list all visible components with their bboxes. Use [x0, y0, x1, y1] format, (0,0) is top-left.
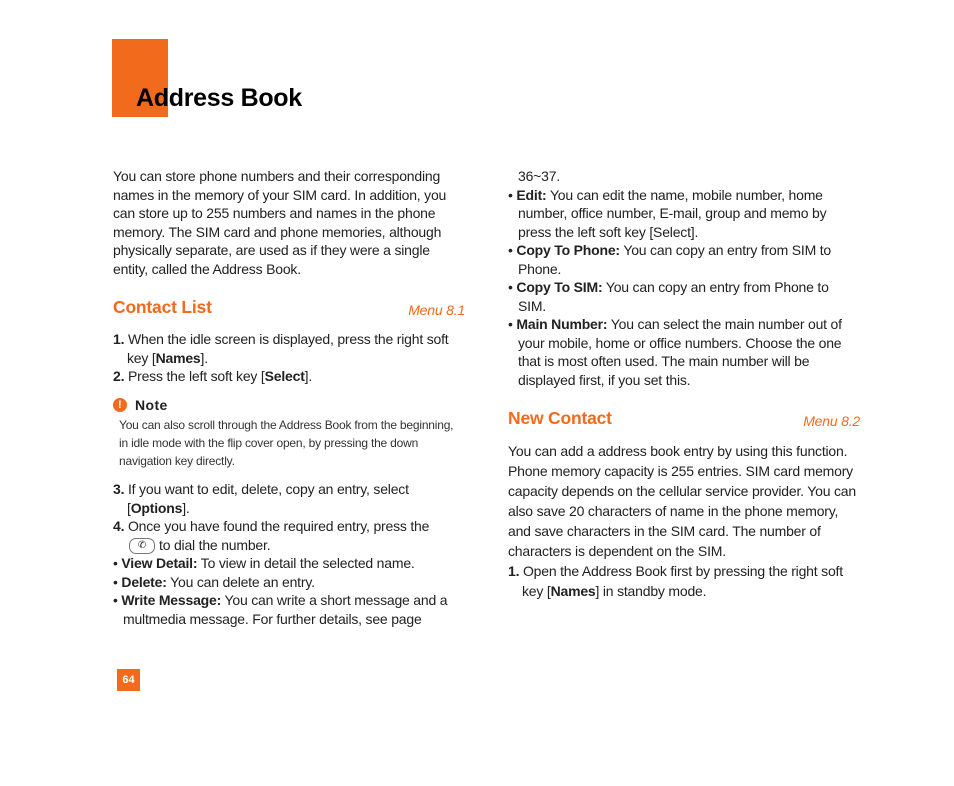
bullet-term: Main Number: [516, 316, 608, 332]
menu-reference: Menu 8.2 [803, 413, 860, 429]
bullet-term: Delete: [121, 573, 167, 590]
step-text: Once you have found the required entry, press the [127, 518, 430, 534]
note-box [113, 396, 465, 471]
step-text: ]. [182, 499, 190, 516]
key-name: Names [550, 583, 596, 599]
send-key-icon: ✆ [129, 538, 155, 554]
step-3 [113, 480, 465, 517]
key-name: Names [155, 349, 201, 366]
intro-paragraph: You can store phone numbers and their corresponding names in the memory of your SIM card. In addition, you can store up to 255 numbers and names in the phone memory. The SIM card and phone memories, although physically separate, are used as if they were a single entity, called the Address Book. [113, 168, 447, 277]
bullet-term: Copy To SIM: [516, 279, 603, 295]
bullet-text: You can copy an entry from Phone to SIM. [518, 279, 829, 314]
note-label: Note [135, 396, 168, 413]
bullet-text: You can write a short message and a multmedia message. For further details, see page [123, 592, 448, 627]
key-name: Options [130, 499, 183, 516]
heading-text: Contact List [113, 297, 212, 317]
step-text: Press the left soft key [ [127, 368, 265, 384]
step-text: When the idle screen is displayed, press the right soft key [ [127, 331, 449, 366]
bullet-text: You can select the main number out of your mobile, home or office numbers. Choose the one that is most often used. The main number will be displayed first, if you set this. [518, 316, 842, 388]
bullet-edit: • Edit: You can edit the name, mobile number, home number, office number, E-mail, group and memo by press the left soft key [Select]. [508, 186, 827, 240]
step-text: ]. [304, 368, 313, 384]
step-text: ] in standby mode. [595, 583, 707, 599]
new-contact-intro: You can add a address book entry by using this function. Phone memory capacity is 255 entries. SIM card memory capacity depends on the cellular service provider. You can also save 20 characters of name in the phone memory, and save characters in the SIM card. The number of characters is dependent on the SIM. [508, 443, 856, 559]
section-heading-new-contact [508, 409, 860, 433]
bullet-text: You can copy an entry from SIM to Phone. [518, 242, 832, 277]
bullet-term: View Detail: [121, 555, 198, 571]
page-title: Address Book [136, 84, 302, 112]
note-text: You can also scroll through the Address Book from the beginning, in idle mode with the flip cover open, by pressing the down navigation key directly. [119, 418, 454, 468]
bullet-delete: • Delete: You can delete an entry. [113, 573, 315, 590]
step-number: 3. [113, 481, 125, 497]
step-text: Open the Address Book first by pressing the right soft key [ [522, 563, 843, 599]
step-number: 1. [113, 331, 125, 347]
right-column [508, 167, 860, 601]
bullet-term: Write Message: [121, 592, 222, 608]
new-contact-step-1 [508, 561, 860, 601]
bullet-text: You can delete an entry. [170, 573, 315, 590]
bullet-write-message: • Write Message: You can write a short message and a multmedia message. For further details, see page [113, 592, 448, 627]
bullet-copy-to-sim: • Copy To SIM: You can copy an entry from Phone to SIM. [508, 279, 829, 314]
note-header [113, 396, 465, 415]
step-2 [113, 367, 465, 386]
step-number: 1. [508, 563, 520, 579]
section-heading-contact-list [113, 298, 465, 322]
step-1 [113, 330, 465, 367]
step-text: ]. [200, 349, 208, 366]
bullet-main-number: • Main Number: You can select the main number out of your mobile, home or office numbers. Choose the one that is most often used. The main number will be displayed first, if you set this. [508, 316, 842, 388]
bullet-term: Edit: [516, 186, 547, 203]
bullet-copy-to-phone: • Copy To Phone: You can copy an entry from SIM to Phone. [508, 242, 832, 277]
bullet-text: You can edit the name, mobile number, home number, office number, E-mail, group and memo by press the left soft key [Select]. [518, 186, 827, 240]
key-name: Select [264, 368, 305, 384]
step-text: to dial the number. [159, 536, 271, 553]
bullet-view-detail: • View Detail: To view in detail the selected name. [113, 555, 415, 571]
left-column [113, 167, 465, 628]
bullet-text: To view in detail the selected name. [200, 555, 415, 571]
step-text: If you want to edit, delete, copy an entry, select [ [127, 481, 409, 516]
continued-text: 36~37. [518, 168, 561, 184]
bullet-term: Copy To Phone: [516, 242, 620, 258]
step-number: 2. [113, 368, 125, 384]
exclamation-icon: ! [113, 398, 127, 412]
step-4 [113, 517, 465, 554]
page-number-badge: 64 [117, 669, 140, 691]
heading-text: New Contact [508, 408, 612, 428]
menu-reference: Menu 8.1 [408, 302, 465, 318]
step-number: 4. [113, 518, 125, 534]
